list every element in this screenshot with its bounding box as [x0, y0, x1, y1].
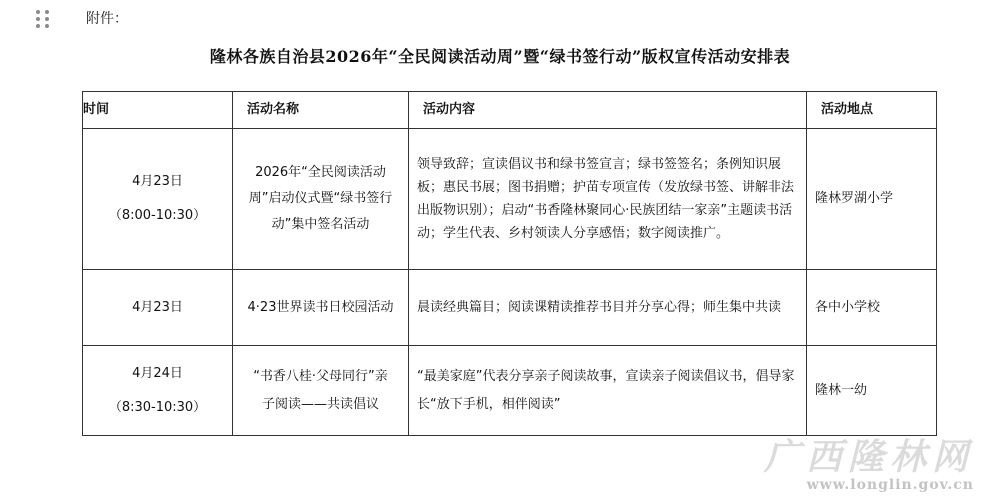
date-text: 4月24日	[132, 365, 183, 381]
activity-content-cell: 晨读经典篇目；阅读课精读推荐书目并分享心得；师生集中共读	[409, 270, 807, 346]
watermark-site-name: 广西隆林网	[763, 436, 974, 478]
activity-place-cell: 隆林一幼	[807, 346, 937, 436]
time-cell	[83, 270, 233, 346]
time-cell	[83, 346, 233, 436]
table-row	[83, 129, 937, 270]
time-range-text: （8:30-10:30）	[108, 399, 207, 415]
document-title: 隆林各族自治县2026年“全民阅读活动周”暨“绿书签行动”版权宣传活动安排表	[209, 47, 791, 66]
schedule-table	[82, 91, 937, 436]
header-activity-content: 活动内容	[409, 92, 807, 129]
activity-content-cell: “最美家庭”代表分享亲子阅读故事，宣读亲子阅读倡议书，倡导家长“放下手机，相伴阅读”	[409, 346, 807, 436]
drag-handle-icon[interactable]	[36, 10, 50, 28]
time-cell	[83, 129, 233, 270]
table-row	[83, 270, 937, 346]
activity-name-cell: 4·23世界读书日校园活动	[233, 270, 409, 346]
header-activity-name: 活动名称	[233, 92, 409, 129]
header-time: 时间	[83, 92, 233, 129]
activity-name-cell: “书香八桂·父母同行”亲子阅读——共读倡议	[233, 346, 409, 436]
site-watermark	[764, 437, 974, 493]
date-text: 4月23日	[132, 299, 183, 315]
watermark-url: www.longlin.gov.cn	[806, 477, 974, 493]
table-row	[83, 346, 937, 436]
table-header-row	[83, 92, 937, 129]
activity-content-cell: 领导致辞；宣读倡议书和绿书签宣言；绿书签签名；条例知识展板；惠民书展；图书捐赠；护苗专项宣传（发放绿书签、讲解非法出版物识别）；启动“书香隆林聚同心·民族团结一家亲”主题读书活动；学生代表、乡村领读人分享感悟；数字阅读推广。	[409, 129, 807, 270]
attachment-label: 附件：	[86, 11, 128, 27]
date-text: 4月23日	[132, 174, 183, 189]
time-range-text: （8:00-10:30）	[108, 208, 207, 223]
header-activity-place: 活动地点	[807, 92, 937, 129]
activity-place-cell: 各中小学校	[807, 270, 937, 346]
activity-name-cell: 2026年“全民阅读活动周”启动仪式暨“绿书签行动”集中签名活动	[233, 129, 409, 270]
activity-place-cell: 隆林罗湖小学	[807, 129, 937, 270]
